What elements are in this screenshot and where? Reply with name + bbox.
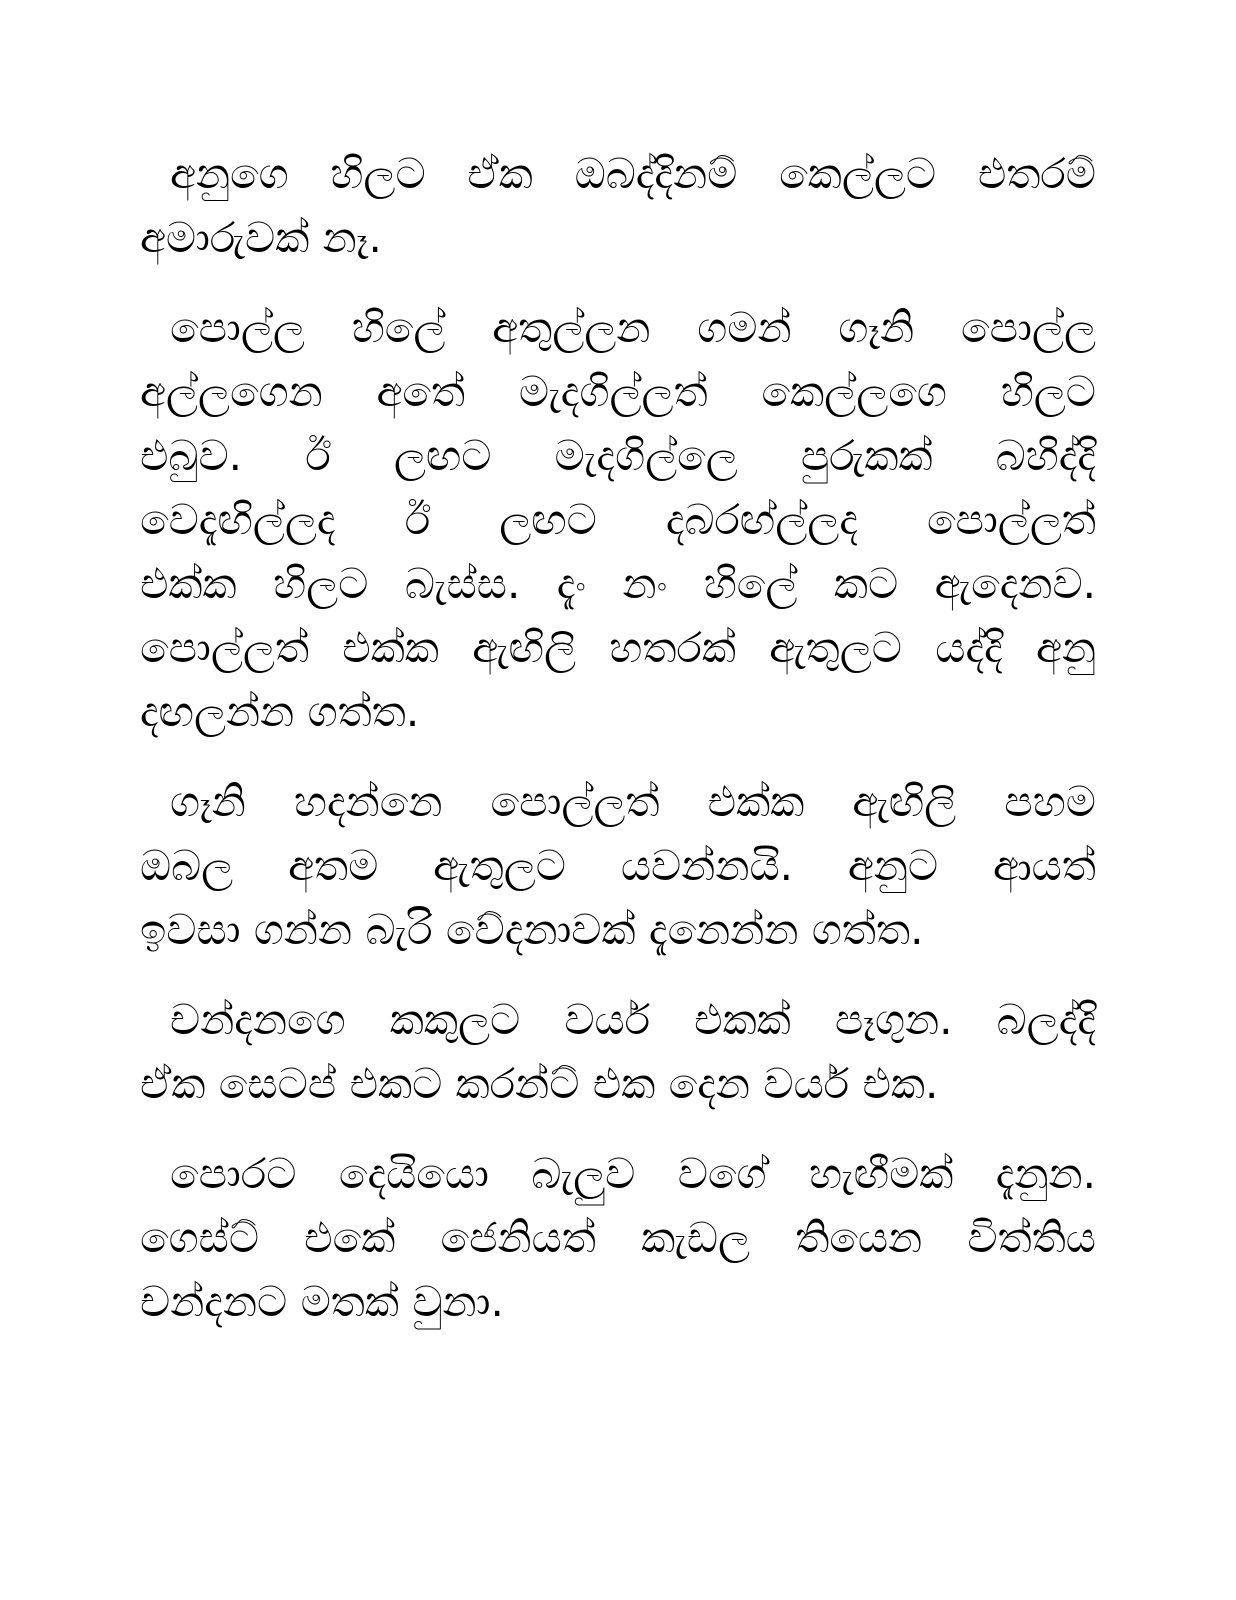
text-line: එක්ක හිලට බැස්ස. දැං නං හිලේ කට ඇදෙනව. <box>140 559 1096 608</box>
text-line: ගෙස්ට් එකේ ජෙනියත් කැඩල තියෙන විත්තිය <box>140 1213 1096 1262</box>
paragraph <box>140 770 1096 962</box>
text-line: ඒක සෙටප් එකට කරන්ට් එක දෙන වයර් එක. <box>140 1059 939 1108</box>
text-line: ගෑනි හදන්නෙ පොල්ලත් එක්ක ඇඟිලි පහම <box>170 777 1096 826</box>
text-line: ඔබල අතම ඇතුලට යවන්නයි. අනුට ආයත් <box>140 841 1096 890</box>
text-line: අල්ලගෙන අතේ මැදගිල්ලත් කෙල්ලගෙ හිලට <box>140 367 1096 416</box>
text-line: එබුව. ඊ ලඟට මැදගිල්ලෙ පුරුකක් බහිද්දි <box>140 431 1096 480</box>
text-line: දඟලන්න ගත්ත. <box>140 687 420 736</box>
text-line: පොරට දෙයියො බැලුව වගේ හැඟීමක් දැනුන. <box>170 1149 1096 1198</box>
text-line: අමාරුවක් නෑ. <box>140 213 382 262</box>
text-line: චන්දනට මතක් වුනා. <box>140 1277 504 1326</box>
text-line: පොල්ලත් එක්ක ඇඟිලි හතරක් ඇතුලට යද්දි අනු <box>140 623 1096 672</box>
paragraph <box>140 296 1096 744</box>
paragraph <box>140 988 1096 1116</box>
text-line: වෙදැඟිල්ලද ඊ ලඟට දබරඟ්ල්ලද පොල්ලත් <box>140 495 1096 544</box>
text-line: චන්දනගෙ කකුලට වයර් එකක් පෑගුන. බලද්දි <box>170 995 1096 1044</box>
paragraph <box>140 142 1096 270</box>
paragraph <box>140 1142 1096 1334</box>
text-line: ඉවසා ගන්න බැරි වේදනාවක් දැනෙන්න ගත්ත. <box>140 905 924 954</box>
text-line: අනුගෙ හිලට ඒක ඔබද්දිනම් කෙල්ලට එතරම් <box>170 149 1096 198</box>
text-line: පොල්ල හිලේ අතුල්ලන ගමන් ගෑනි පොල්ල <box>170 303 1096 352</box>
